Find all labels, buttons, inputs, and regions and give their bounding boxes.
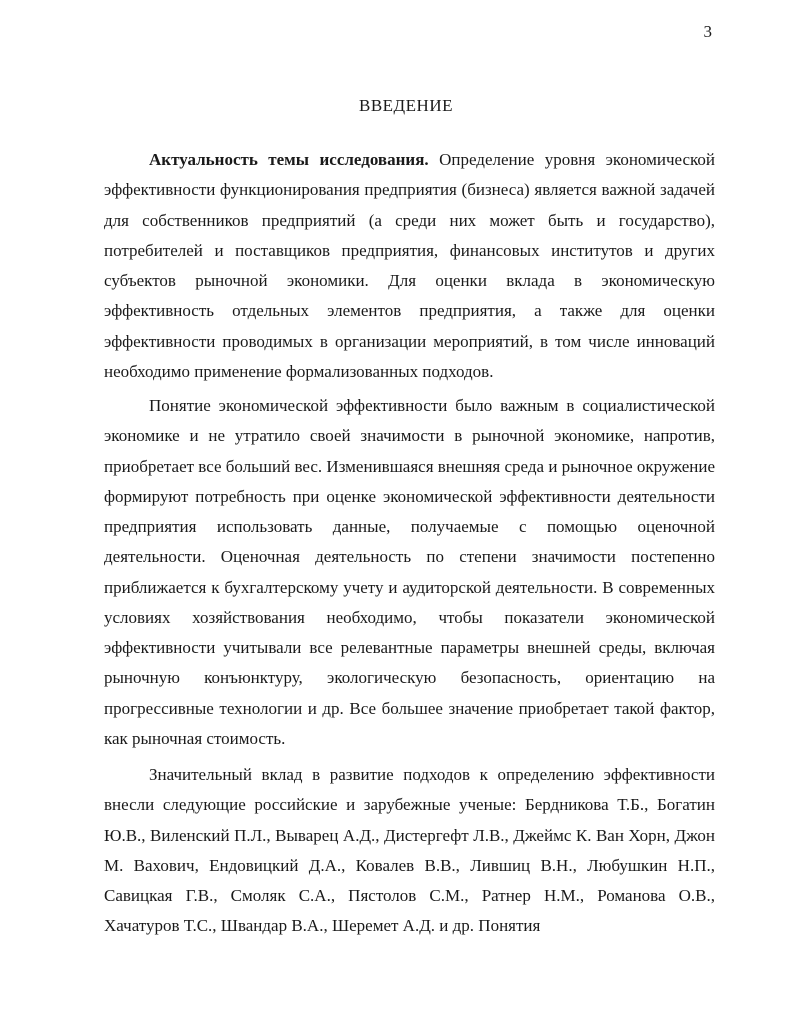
paragraph-relevance [104, 145, 715, 387]
section-heading: ВВЕДЕНИЕ [359, 96, 453, 115]
page-number: 3 [703, 22, 712, 41]
paragraph-concept: Понятие экономической эффективности было важным в социалистической экономике и не утратило своей значимости в рыночной экономике, напротив, приобретает все больший вес. Изменившаяся внешняя среда и рыночное окружение формируют потребность при оценке экономической эффективности деятельности предприятия использовать данные, получаемые с помощью оценочной деятельности. Оценочная деятельность по степени значимости постепенно приближается к бухгалтерскому учету и аудиторской деятельности. В современных условиях хозяйствования необходимо, чтобы показатели экономической эффективности учитывали все релевантные параметры внешней среды, включая рыночную конъюнктуру, экологическую безопасность, ориентацию на прогрессивные технологии и др. Все большее значение приобретает такой фактор, как рыночная стоимость. [104, 396, 716, 748]
paragraph-contributors: Значительный вклад в развитие подходов к определению эффективности внесли следующие российские и зарубежные ученые: Бердникова Т.Б., Богатин Ю.В., Виленский П.Л., Выварец А.Д., Дистергефт Л.В., Джеймс К. Ван Хорн, Джон М. Вахович, Ендовицкий Д.А., Ковалев В.В., Лившиц В.Н., Любушкин Н.П., Савицкая Г.В., Смоляк С.А., Пястолов С.М., Ратнер Н.М., Романова О.В., Хачатуров Т.С., Швандар В.А., Шеремет А.Д. и др. Понятия [104, 765, 715, 936]
paragraph-text: Определение уровня экономической эффективности функционирования предприятия (бизнеса) является важной задачей для собственников предприятий (а среди них может быть и государство), потребителей и поставщиков предприятия, финансовых институтов и других субъектов рыночной экономики. Для оценки вклада в экономическую эффективность отдельных элементов предприятия, а также для оценки эффективности проводимых в организации мероприятий, в том числе инноваций необходимо применение формализованных подходов. [104, 150, 716, 381]
body-text [104, 145, 715, 942]
paragraph-lead: Актуальность темы исследования. [149, 150, 429, 169]
